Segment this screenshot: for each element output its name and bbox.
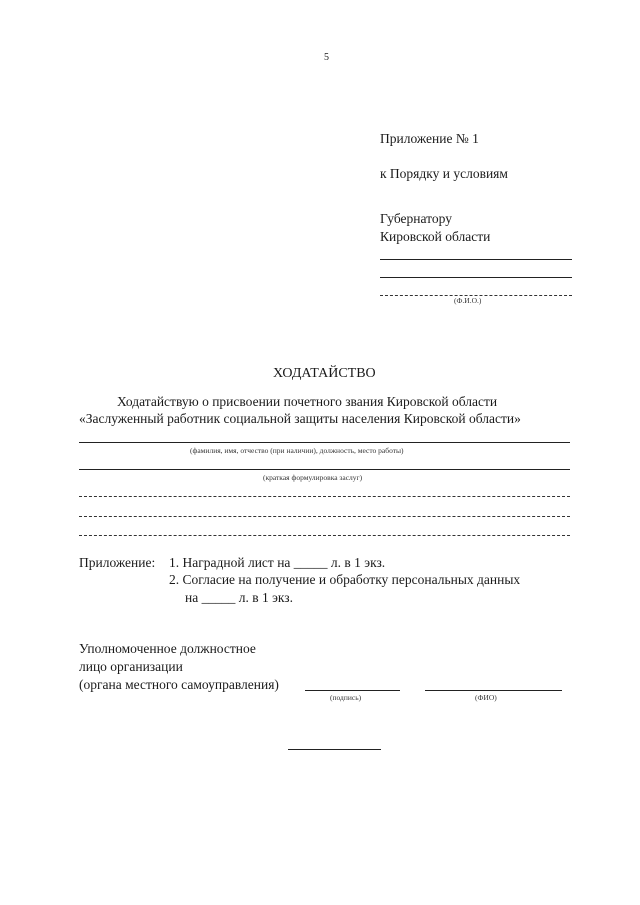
person-line bbox=[79, 442, 570, 443]
merits-caption: (краткая формулировка заслуг) bbox=[263, 473, 363, 482]
signatory-line-1: Уполномоченное должностное bbox=[79, 641, 256, 656]
merits-line-2 bbox=[79, 496, 570, 497]
fio-caption: (Ф.И.О.) bbox=[454, 296, 482, 305]
attachment-item-2-cont: на _____ л. в 1 экз. bbox=[185, 590, 293, 605]
fio-line bbox=[425, 690, 562, 691]
attachment-item-2: 2. Согласие на получение и обработку персональных данных bbox=[169, 572, 521, 587]
signature-caption: (подпись) bbox=[330, 693, 362, 702]
addressee-region: Кировской области bbox=[380, 229, 491, 244]
signatory-line-3: (органа местного самоуправления) bbox=[79, 677, 279, 692]
petition-line-1: Ходатайствую о присвоении почетного звания Кировской области bbox=[117, 394, 498, 409]
merits-line-3 bbox=[79, 516, 570, 517]
person-caption: (фамилия, имя, отчество (при наличии), должность, место работы) bbox=[190, 446, 404, 455]
attachments-label: Приложение: bbox=[79, 555, 156, 570]
addressee-line-1 bbox=[380, 259, 572, 260]
merits-line-1 bbox=[79, 469, 570, 470]
signatory-line-2: лицо организации bbox=[79, 659, 183, 674]
fio-caption-sign: (ФИО) bbox=[475, 693, 497, 702]
appendix-label: Приложение № 1 bbox=[380, 131, 479, 146]
order-reference: к Порядку и условиям bbox=[380, 166, 508, 181]
merits-line-4 bbox=[79, 535, 570, 536]
closing-rule bbox=[288, 749, 381, 750]
signature-line bbox=[305, 690, 400, 691]
document-title: ХОДАТАЙСТВО bbox=[273, 366, 376, 381]
addressee-title: Губернатору bbox=[380, 211, 452, 226]
addressee-line-2 bbox=[380, 277, 572, 278]
attachment-item-1: 1. Наградной лист на _____ л. в 1 экз. bbox=[169, 555, 386, 570]
petition-line-2: «Заслуженный работник социальной защиты населения Кировской области» bbox=[79, 411, 521, 426]
page-number: 5 bbox=[324, 52, 329, 63]
